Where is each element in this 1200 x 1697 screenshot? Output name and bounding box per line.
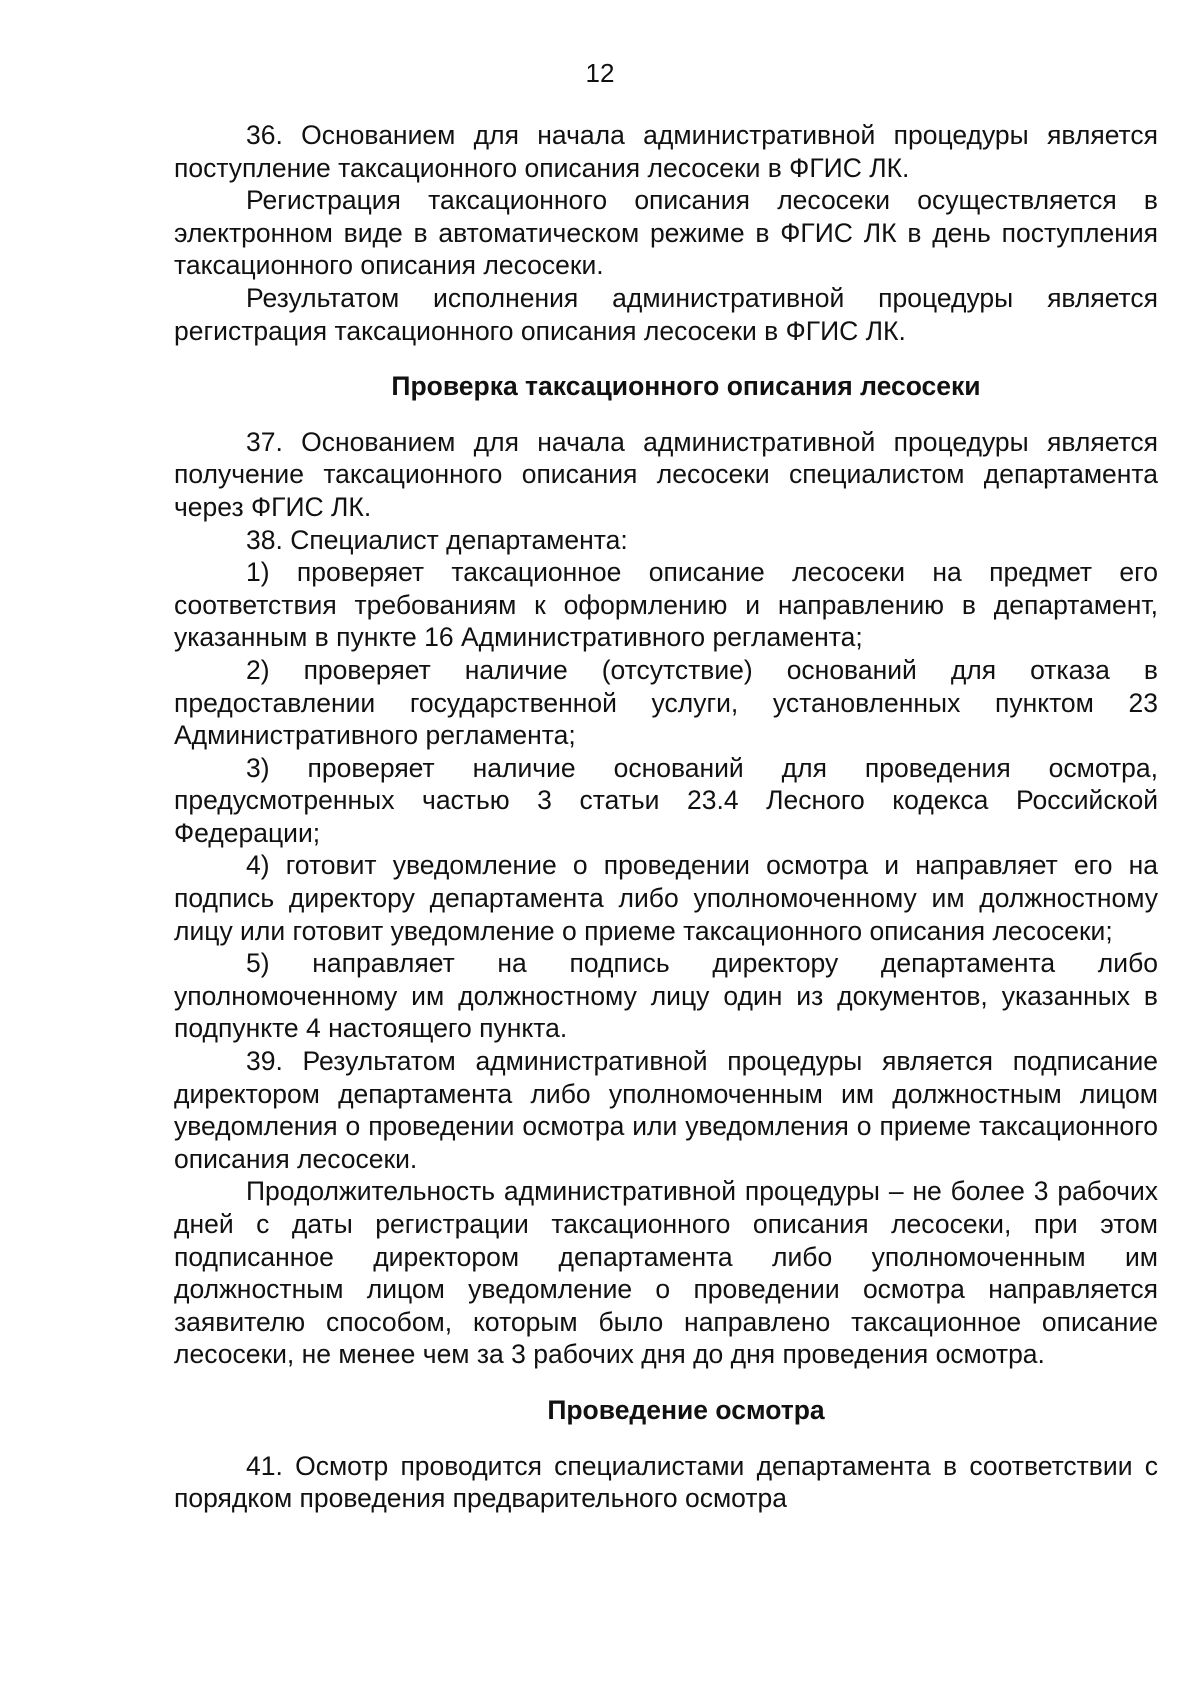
page-number: 12 [585, 58, 615, 88]
paragraph-result-registration: Результатом исполнения административной процедуры является регистрация таксационного описания лесосеки в ФГИС ЛК. [174, 282, 1158, 346]
paragraph-duration: Продолжительность административной процедуры – не более 3 рабочих дней с даты регистрации таксационного описания лесосеки, при этом подписанное директором департамента либо уполномоченным им должностным лицом уведомление о проведении осмотра направляется заявителю способом, которым было направлено таксационное описание лесосеки, не менее чем за 3 рабочих дня до дня проведения осмотра. [174, 1176, 1158, 1370]
paragraph-37: 37. Основанием для начала административной процедуры является получение таксационного описания лесосеки специалистом департамента через ФГИС ЛК. [174, 426, 1158, 522]
list-item-2: 2) проверяет наличие (отсутствие) оснований для отказа в предоставлении государственной услуги, установленных пунктом 23 Административного регламента; [174, 654, 1158, 751]
section-heading-inspection: Проведение осмотра [547, 1394, 825, 1425]
paragraph-registration: Регистрация таксационного описания лесосеки осуществляется в электронном виде в автоматическом режиме в ФГИС ЛК в день поступления таксационного описания лесосеки. [174, 185, 1158, 281]
list-item-3: 3) проверяет наличие оснований для проведения осмотра, предусмотренных частью 3 статьи 23.4 Лесного кодекса Российской Федерации; [174, 752, 1158, 848]
list-item-4: 4) готовит уведомление о проведении осмотра и направляет его на подпись директору департамента либо уполномоченному им должностному лицу или готовит уведомление о приеме таксационного описания лесосеки; [174, 850, 1158, 946]
paragraph-38: 38. Специалист департамента: [246, 524, 628, 555]
paragraph-36: 36. Основанием для начала административной процедуры является поступление таксационного описания лесосеки в ФГИС ЛК. [174, 120, 1158, 183]
document-body [174, 119, 1158, 1515]
list-item-1: 1) проверяет таксационное описание лесосеки на предмет его соответствия требованиям к оформлению и направлению в департамент, указанным в пункте 16 Административного регламента; [174, 557, 1158, 653]
section-heading-check: Проверка таксационного описания лесосеки [391, 371, 981, 402]
paragraph-41: 41. Осмотр проводится специалистами департамента в соответствии с порядком проведения предварительного осмотра [174, 1450, 1158, 1514]
list-item-5: 5) направляет на подпись директору департамента либо уполномоченному им должностному лицу один из документов, указанных в подпункте 4 настоящего пункта. [174, 948, 1158, 1044]
paragraph-39: 39. Результатом административной процедуры является подписание директором департамента либо уполномоченным им должностным лицом уведомления о проведении осмотра или уведомления о приеме таксационного описания лесосеки. [174, 1046, 1158, 1174]
